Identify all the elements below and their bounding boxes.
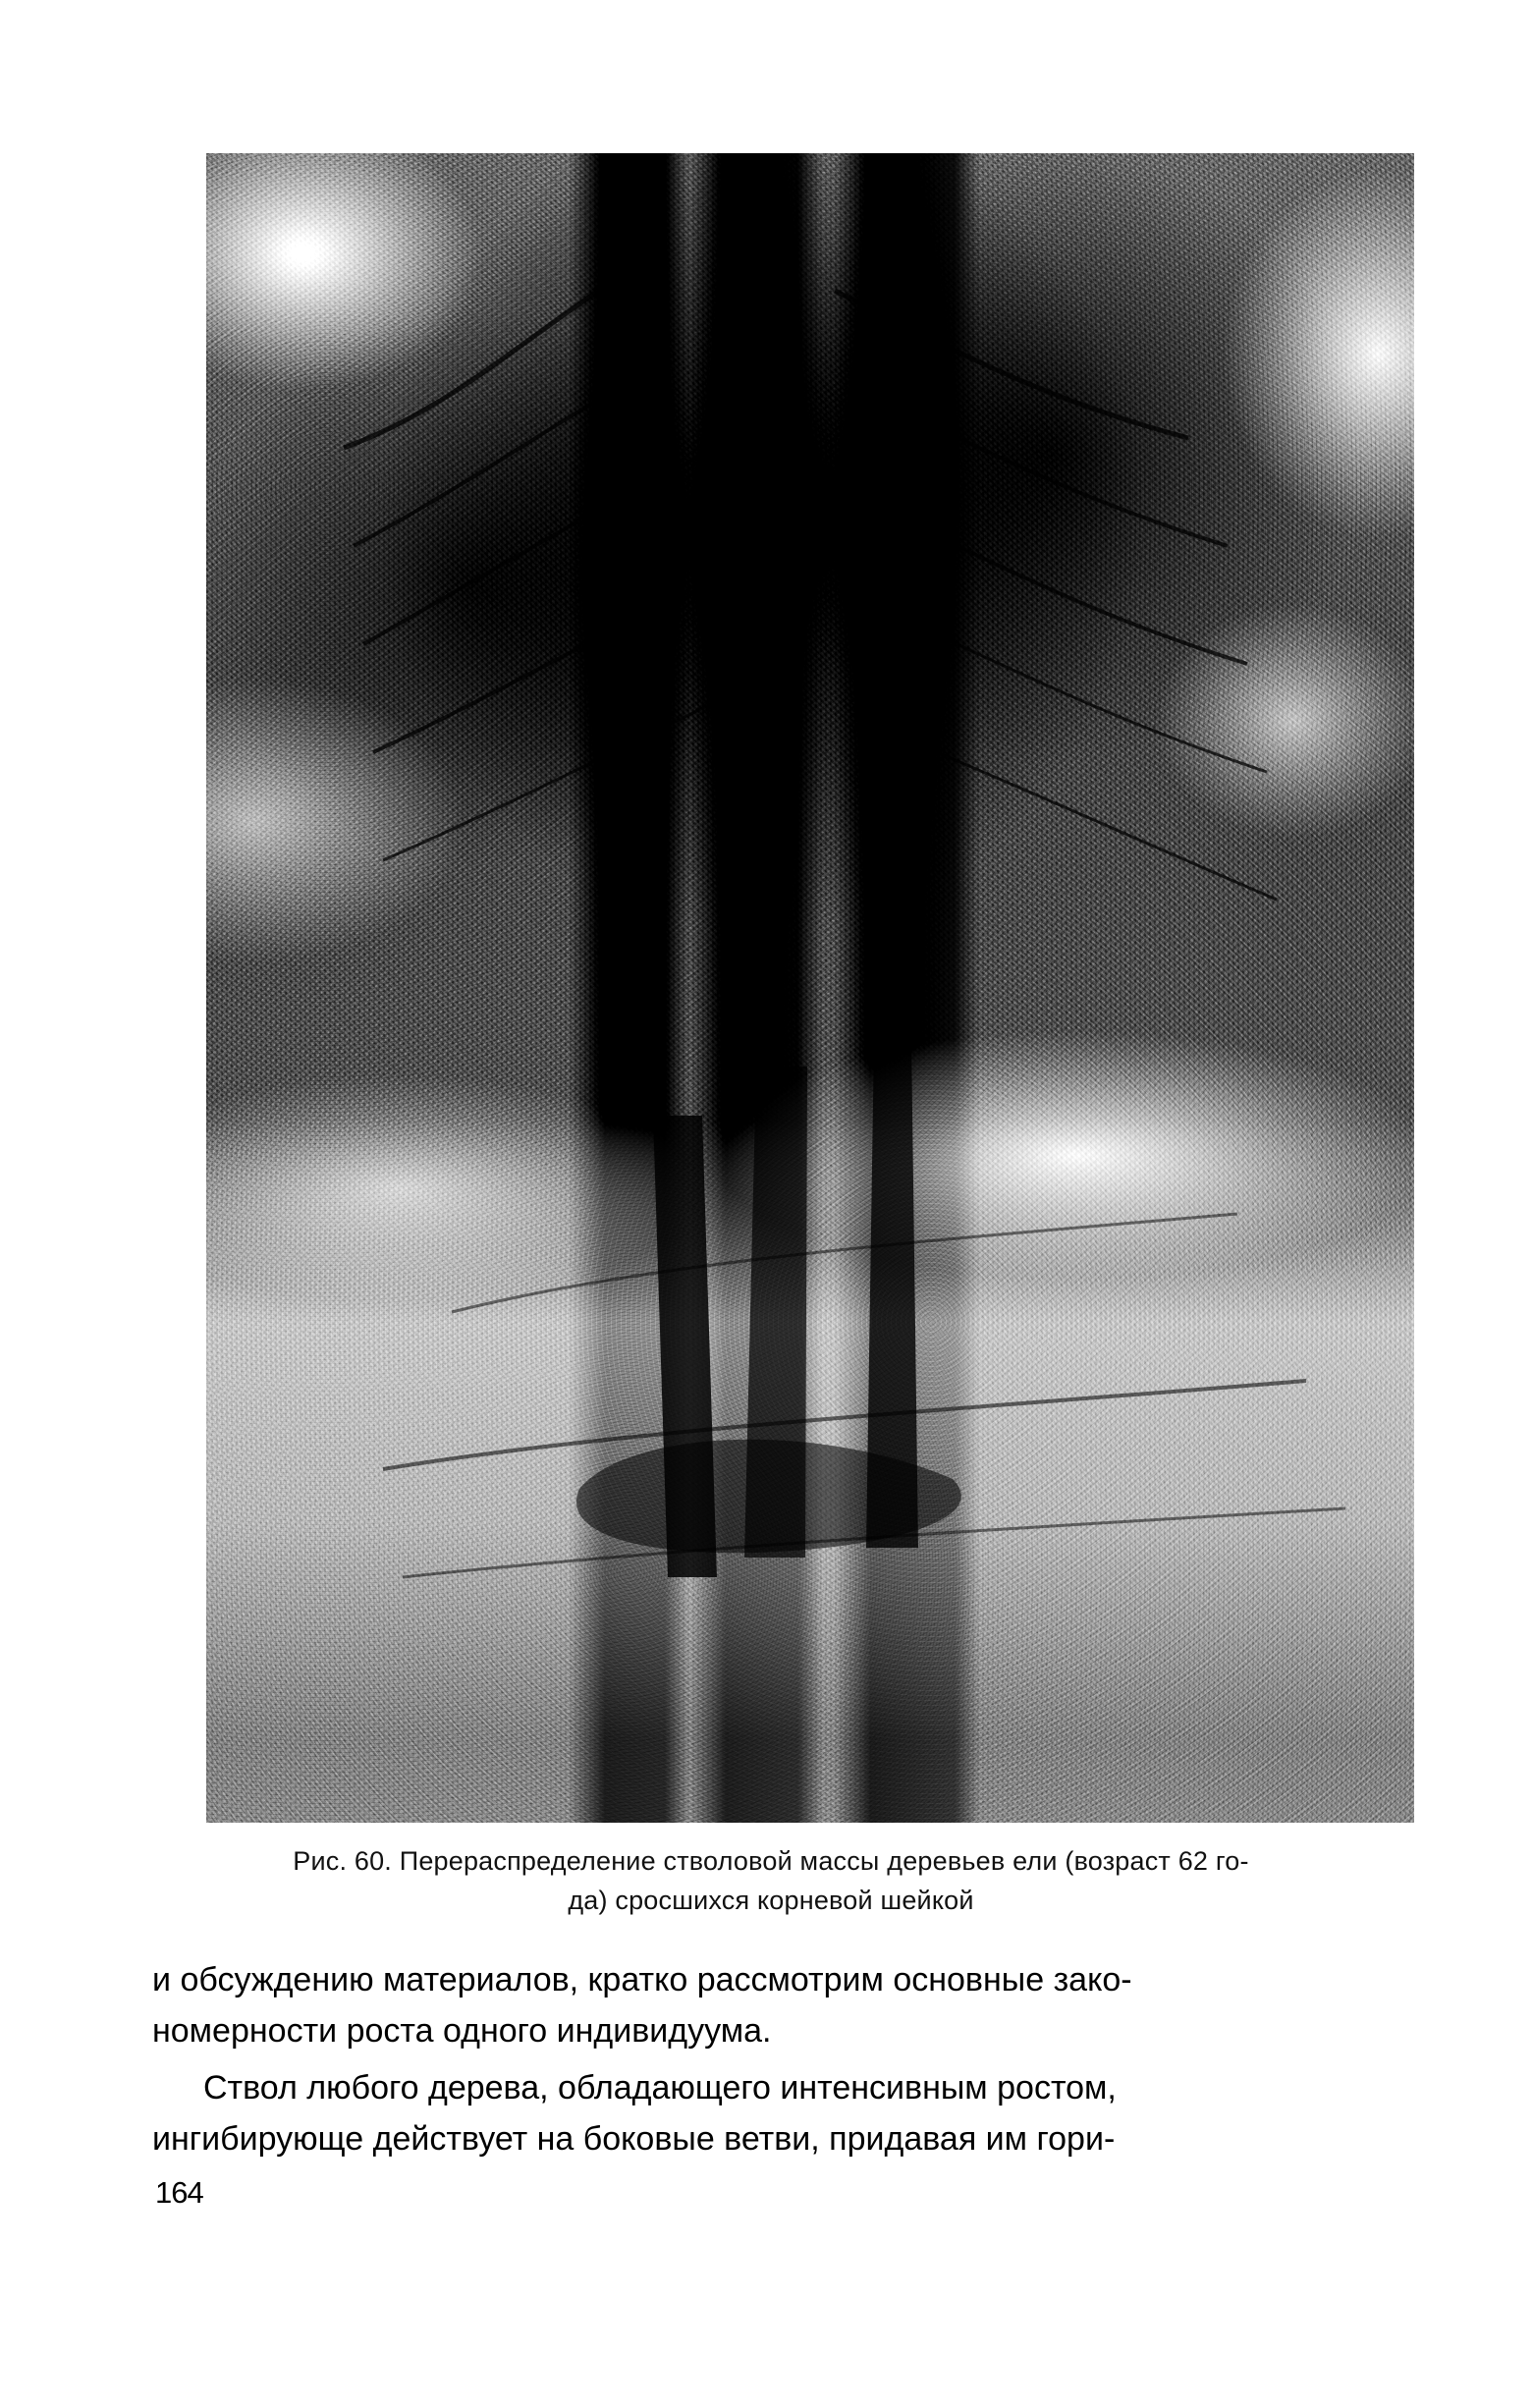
photo-branch-detail	[206, 153, 1414, 1823]
figure-photograph	[206, 153, 1414, 1823]
paragraph-2-line-2: ингибирующе действует на боковые ветви, придавая им гори-	[152, 2120, 1116, 2158]
paragraph-1-line-1: и обсуждению материалов, кратко рассмотрим основные зако-	[152, 1961, 1132, 1998]
paragraph-2	[152, 2062, 1424, 2164]
figure-caption	[147, 1841, 1395, 1920]
caption-line-1: Рис. 60. Перераспределение стволовой массы деревьев ели (возраст 62 го-	[293, 1846, 1249, 1876]
paragraph-1-line-2: номерности роста одного индивидуума.	[152, 2012, 772, 2050]
caption-line-2: да) сросшихся корневой шейкой	[568, 1886, 974, 1915]
paragraph-1	[152, 1954, 1424, 2056]
paragraph-2-line-1: Ствол любого дерева, обладающего интенсивным ростом,	[203, 2069, 1117, 2107]
page-number: 164	[155, 2175, 203, 2210]
body-text-block	[152, 1954, 1424, 2164]
